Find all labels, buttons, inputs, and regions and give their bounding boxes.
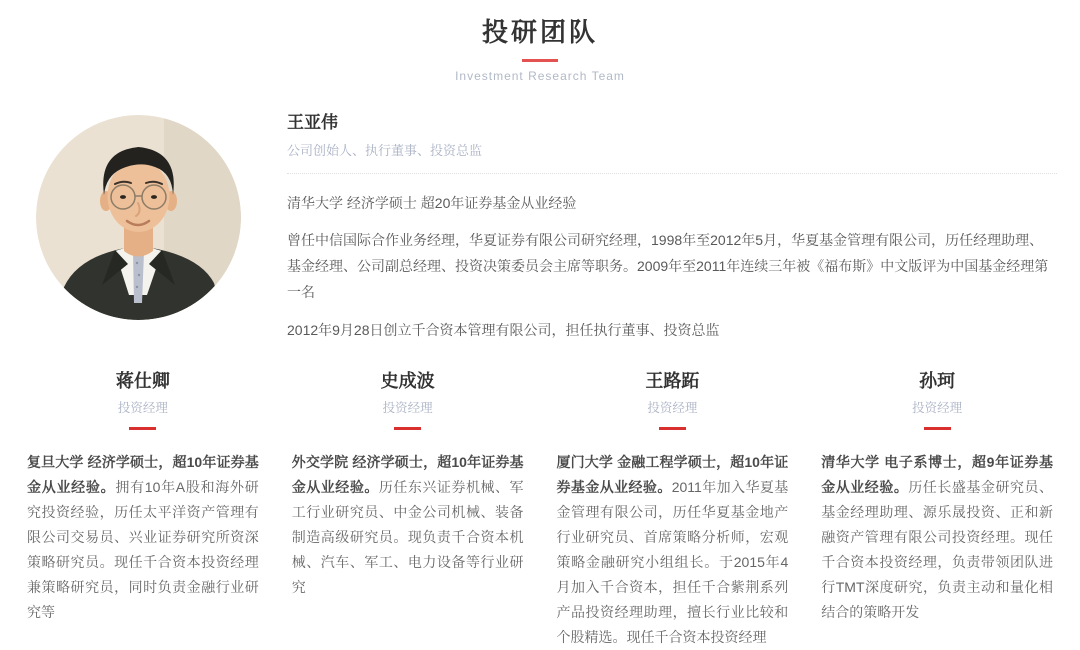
member-card-wangluzhi	[557, 370, 789, 650]
leader-portrait-photo	[36, 115, 241, 320]
member-card-sunke	[821, 370, 1053, 650]
member-role: 投资经理	[382, 401, 433, 415]
member-role: 投资经理	[912, 401, 963, 415]
leader-experience: 曾任中信国际合作业务经理，华夏证券有限公司研究经理，1998年至2012年5月，华夏基金管理有限公司，历任经理助理、基金经理、公司副总经理、投资决策委员会主席等职务。2009年至2011年连续三年被《福布斯》中文版评为中国基金经理第一名	[287, 232, 1049, 300]
member-bio-rest: 2011年加入华夏基金管理有限公司，历任华夏基金地产行业研究员、首席策略分析师，宏观策略金融研究小组组长。于2015年4月加入千合资本，担任千合紫荆系列产品投资经理助理，擅长行业比较和个股精选。现任千合资本投资经理	[556, 479, 789, 645]
team-members-grid	[0, 370, 1080, 650]
member-name: 孙珂	[919, 371, 956, 391]
red-dash-divider	[129, 427, 156, 430]
member-role: 投资经理	[647, 401, 698, 415]
leader-founding: 2012年9月28日创立千合资本管理有限公司，担任执行董事、投资总监	[287, 322, 720, 338]
red-dash-divider	[394, 427, 421, 430]
member-card-jiangshiqing	[27, 370, 259, 650]
red-dash-divider	[659, 427, 686, 430]
member-bio-bold: 外交学院 经济学硕士，超10年证券基金从业经验。	[291, 454, 524, 495]
member-bio	[27, 450, 259, 625]
member-bio-bold: 复旦大学 经济学硕士，超10年证券基金从业经验。	[27, 454, 259, 495]
leader-name: 王亚伟	[287, 113, 338, 132]
page-header	[0, 0, 1080, 83]
dotted-divider	[287, 173, 1057, 174]
leader-info	[287, 113, 1057, 343]
member-bio-bold: 清华大学 电子系博士，超9年证券基金从业经验。	[821, 454, 1053, 495]
member-role: 投资经理	[117, 401, 168, 415]
member-bio	[292, 450, 524, 600]
portrait-illustration	[36, 115, 241, 320]
member-name: 史成波	[380, 371, 435, 391]
member-bio-bold: 厦门大学 金融工程学硕士，超10年证券基金从业经验。	[556, 454, 789, 495]
member-card-shichengbo	[292, 370, 524, 650]
member-bio-rest: 拥有10年A股和海外研究投资经验，历任太平洋资产管理有限公司交易员、兴业证券研究所资深策略研究员。现任千合资本投资经理兼策略研究员，同时负责金融行业研究等	[27, 479, 259, 620]
member-bio	[557, 450, 789, 650]
member-bio-rest: 历任东兴证券机械、军工行业研究员、中金公司机械、装备制造高级研究员。现负责千合资本机械、汽车、军工、电力设备等行业研究	[291, 479, 524, 595]
page-title: 投研团队	[481, 17, 598, 47]
red-dash-divider	[924, 427, 951, 430]
member-bio	[821, 450, 1053, 625]
leader-role: 公司创始人、执行董事、投资总监	[287, 143, 483, 158]
member-bio-rest: 历任长盛基金研究员、基金经理助理、源乐晟投资、正和新融资产管理有限公司投资经理。现任千合资本投资经理，负责带领团队进行TMT深度研究，负责主动和量化相结合的策略开发	[821, 479, 1054, 620]
member-name: 王路跖	[645, 371, 700, 391]
leader-bio	[287, 190, 1057, 343]
page-subtitle: Investment Research Team	[455, 69, 625, 83]
title-divider	[522, 59, 558, 62]
member-name: 蒋仕卿	[115, 371, 170, 391]
leader-education: 清华大学 经济学硕士 超20年证券基金从业经验	[287, 195, 577, 211]
